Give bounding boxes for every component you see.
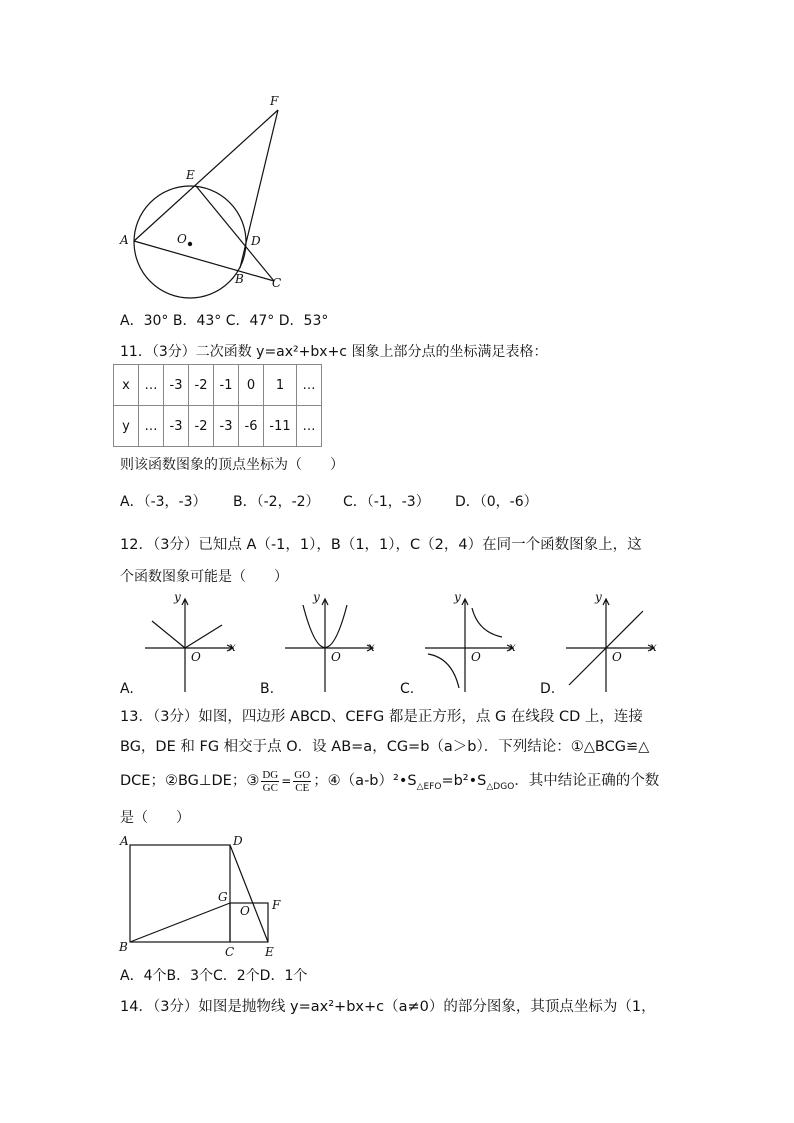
label-b: B [235, 272, 244, 286]
q11-option-a: A．（-3，-3） [120, 494, 207, 510]
graph-c-branch-2 [428, 654, 459, 688]
q11-question: 则该函数图象的顶点坐标为（ ） [120, 457, 344, 473]
label-f: F [272, 898, 281, 912]
graph-b-parabola [303, 605, 347, 648]
q13-line3-part-b: ；④（a-b）²•S [313, 773, 417, 789]
label-b: B [119, 940, 128, 954]
graph-a-right-branch [185, 625, 222, 648]
segment-ec [196, 186, 274, 281]
fraction-go-ce [293, 769, 311, 794]
graph-a-y-label: y [174, 590, 181, 604]
graph-a-left-branch [152, 621, 185, 648]
graph-a-origin-label: O [191, 650, 201, 664]
table-cell: -3 [164, 406, 189, 447]
table-cell: -1 [214, 365, 239, 406]
q10-options: A．30° B．43° C．47° D．53° [120, 313, 329, 329]
graph-c-y-label: y [454, 590, 461, 604]
table-cell: -3 [164, 365, 189, 406]
q13-line2: BG，DE 和 FG 相交于点 O．设 AB=a，CG=b（a＞b）．下列结论：①△BCG≌△ [120, 739, 650, 755]
label-o: O [240, 904, 250, 918]
label-e: E [186, 168, 195, 182]
segment-de [230, 845, 268, 942]
center-dot [188, 242, 191, 245]
label-a: A [120, 233, 129, 247]
q14-line1: 14．（3分）如图是抛物线 y=ax²+bx+c（a≠0）的部分图象，其顶点坐标为（1， [120, 999, 656, 1015]
table-cell: 1 [264, 365, 297, 406]
q13-line3-part-d: ．其中结论正确的个数 [514, 773, 660, 789]
label-c: C [225, 945, 235, 959]
q13-line4: 是（ ） [120, 810, 190, 826]
subscript-efo: △EFO [416, 781, 442, 792]
q13-line3-part-a: DCE；②BG⊥DE；③ [120, 773, 260, 789]
segment-bg [130, 903, 230, 942]
square-abcd [130, 845, 230, 942]
label-d: D [233, 834, 243, 848]
table-cell: y [114, 406, 139, 447]
fraction-denominator: GC [262, 781, 278, 794]
graph-b-origin-label: O [331, 650, 341, 664]
q12-option-b: B. [260, 681, 275, 697]
q11-coordinate-table [113, 364, 322, 447]
table-cell: … [297, 406, 322, 447]
table-cell: … [297, 365, 322, 406]
label-a: A [120, 834, 129, 848]
table-row-y [114, 406, 322, 447]
q12-line1: 12．（3分）已知点 A（-1，1），B（1，1），C（2，4）在同一个函数图象上，这 [120, 537, 642, 553]
fraction-denominator: CE [295, 781, 310, 794]
q11-stem: 11．（3分）二次函数 y=ax²+bx+c 图象上部分点的坐标满足表格： [120, 344, 548, 360]
graph-d-x-label: x [650, 640, 657, 654]
table-cell: -11 [264, 406, 297, 447]
graph-b-x-label: x [368, 640, 375, 654]
fraction-numerator: GO [294, 768, 311, 781]
q12-option-a: A. [120, 681, 134, 697]
equals-sign: = [281, 774, 292, 788]
table-cell: … [139, 406, 164, 447]
q13-line1: 13．（3分）如图，四边形 ABCD、CEFG 都是正方形，点 G 在线段 CD 上，连接 [120, 709, 643, 725]
graph-d-line [569, 611, 643, 685]
q12-option-c: C. [400, 681, 415, 697]
q13-options: A．4个B．3个C．2个D．1个 [120, 968, 308, 984]
label-g: G [218, 890, 228, 904]
graph-c-branch-1 [472, 608, 502, 637]
label-e: E [265, 945, 274, 959]
q13-line3-part-c: =b²•S [441, 773, 487, 789]
table-cell: -6 [239, 406, 264, 447]
fraction-numerator: DG [262, 768, 279, 781]
graph-a-x-label: x [229, 640, 236, 654]
q13-line3 [120, 766, 659, 802]
table-cell: x [114, 365, 139, 406]
q11-option-b: B．（-2，-2） [233, 494, 320, 510]
fraction-dg-gc [261, 769, 279, 794]
table-cell: -3 [214, 406, 239, 447]
graph-c-x-label: x [509, 640, 516, 654]
table-row-x [114, 365, 322, 406]
q12-line2: 个函数图象可能是（ ） [120, 569, 288, 585]
label-o: O [177, 232, 187, 246]
segment-af [134, 110, 278, 241]
graph-d-origin-label: O [612, 650, 622, 664]
q12-option-d: D. [540, 681, 556, 697]
table-cell: -2 [189, 406, 214, 447]
subscript-dgo: △DGO [486, 781, 515, 792]
graph-c-origin-label: O [471, 650, 481, 664]
label-d: D [251, 234, 261, 248]
table-cell: … [139, 365, 164, 406]
label-c: C [272, 276, 282, 290]
q11-option-c: C．（-1，-3） [343, 494, 430, 510]
q11-option-d: D．（0，-6） [455, 494, 538, 510]
graph-d-y-label: y [595, 590, 602, 604]
graph-b-y-label: y [313, 590, 320, 604]
circle-o [134, 186, 246, 298]
label-f: F [270, 94, 279, 108]
table-cell: -2 [189, 365, 214, 406]
table-cell: 0 [239, 365, 264, 406]
